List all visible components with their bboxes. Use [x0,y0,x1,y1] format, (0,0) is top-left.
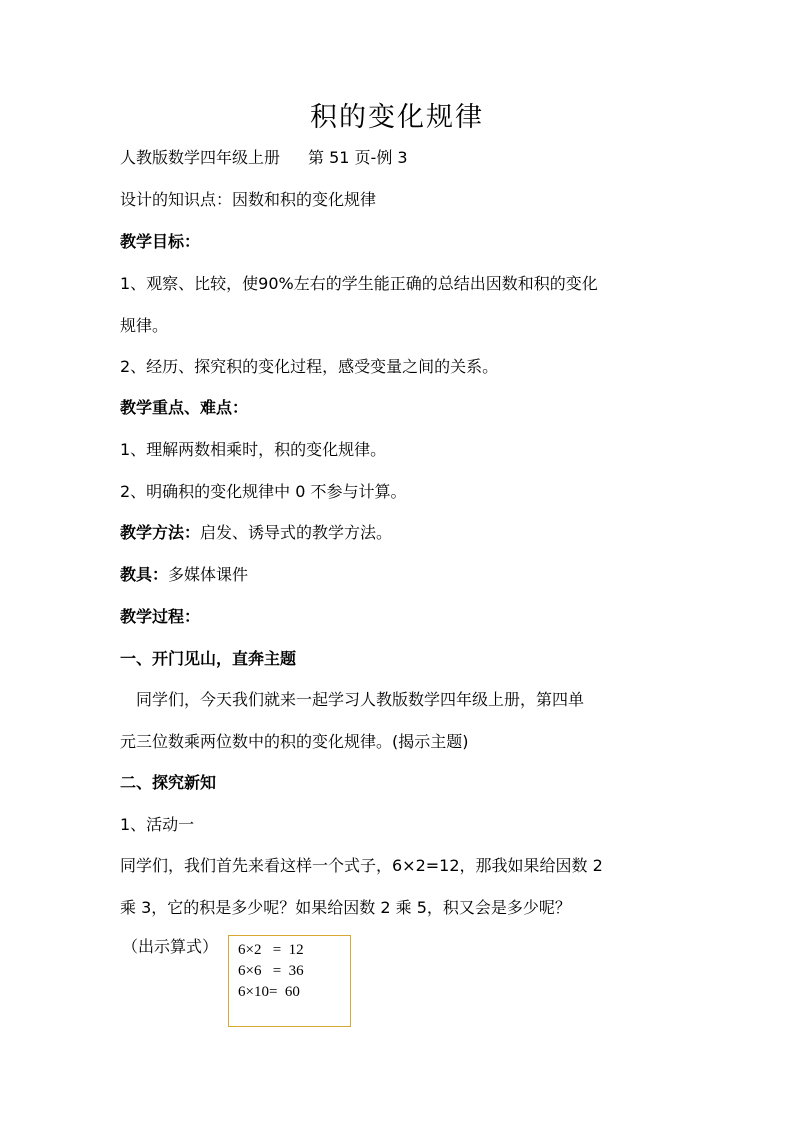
formula-label: （出示算式） [122,937,219,956]
objective-1-line-2: 规律。 [120,316,169,335]
key-point-2: 2、明确积的变化规律中 0 不参与计算。 [120,482,407,501]
section-1-paragraph-line-2: 元三位数乘两位数中的积的变化规律。(揭示主题) [120,732,469,751]
section-1-heading: 一、开门见山，直奔主题 [120,649,297,668]
method-label: 教学方法： [120,523,201,542]
formula-line: 6×2 = 12 [238,942,304,958]
process-heading: 教学过程： [120,607,201,626]
textbook-name: 人教版数学四年级上册 [120,148,281,167]
objective-1-line-1: 1、观察、比较，使90%左右的学生能正确的总结出因数和积的变化 [120,274,598,293]
meta-line [120,146,680,170]
activity-heading: 1、活动一 [120,815,195,834]
objective-2: 2、经历、探究积的变化过程，感受变量之间的关系。 [120,357,499,376]
key-point-1: 1、理解两数相乘时，积的变化规律。 [120,440,387,459]
formula-box [228,935,351,1027]
section-2-paragraph-line-2: 乘 3，它的积是多少呢？如果给因数 2 乘 5，积又会是多少呢？ [120,898,571,917]
method-line [120,521,680,545]
section-2-heading: 二、探究新知 [120,773,217,792]
objectives-heading: 教学目标： [120,232,201,251]
tools-label: 教具： [120,565,169,584]
key-points-heading: 教学重点、难点： [120,398,249,417]
section-1-paragraph-line-1: 同学们，今天我们就来一起学习人教版数学四年级上册，第四单 [120,690,585,709]
formula-line: 6×10= 60 [238,984,300,1000]
section-2-paragraph-line-1: 同学们，我们首先来看这样一个式子，6×2=12，那我如果给因数 2 [120,856,603,875]
page-reference: 第 51 页-例 3 [308,148,408,167]
tools-line [120,563,680,587]
document-title: 积的变化规律 [310,102,484,133]
tools-text: 多媒体课件 [168,565,249,584]
knowledge-point: 设计的知识点：因数和积的变化规律 [120,190,377,209]
formula-line: 6×6 = 36 [238,963,304,979]
method-text: 启发、诱导式的教学方法。 [200,523,393,542]
